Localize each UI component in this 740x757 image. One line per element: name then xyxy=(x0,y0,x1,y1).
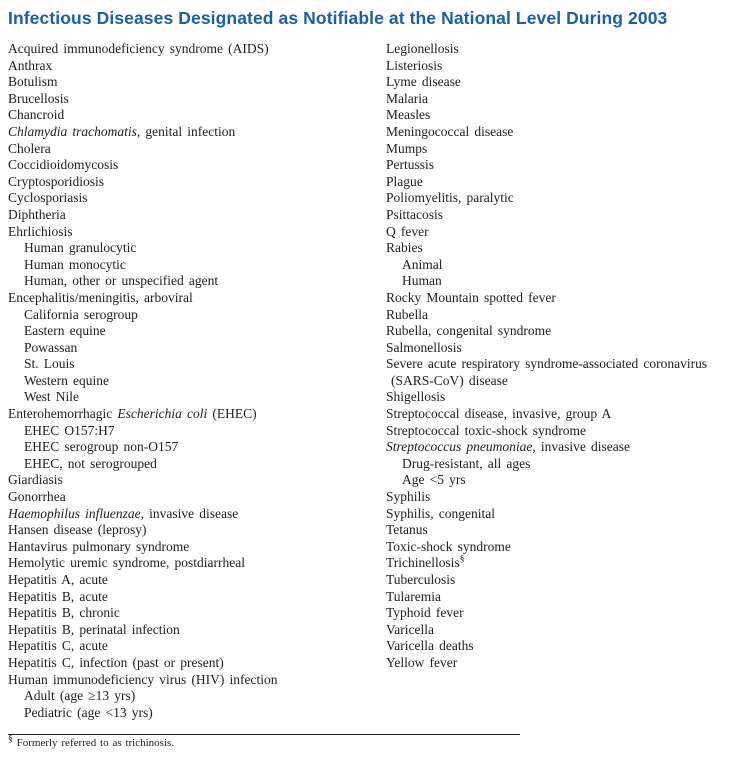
list-item: Hepatitis C, acute xyxy=(8,638,108,654)
list-item: Pediatric (age <13 yrs) xyxy=(24,704,153,720)
list-item: Hantavirus pulmonary syndrome xyxy=(8,538,190,554)
list-item: Toxic-shock syndrome xyxy=(386,538,511,554)
list-item: St. Louis xyxy=(24,356,75,372)
list-item: Human xyxy=(402,273,442,289)
list-item: EHEC O157:H7 xyxy=(24,422,115,438)
list-item: Severe acute respiratory syndrome-associated coronavirus xyxy=(386,356,708,372)
list-item: Encephalitis/meningitis, arboviral xyxy=(8,289,193,305)
list-item: Pertussis xyxy=(386,157,435,173)
list-item: Anthrax xyxy=(8,57,53,73)
list-item: Cholera xyxy=(8,140,51,156)
list-item: Gonorrhea xyxy=(8,489,66,505)
list-item: Streptococcal disease, invasive, group A xyxy=(386,406,612,422)
disease-list xyxy=(8,41,740,721)
list-item: Poliomyelitis, paralytic xyxy=(386,190,514,206)
list-item: Psittacosis xyxy=(386,206,444,222)
list-item: Human monocytic xyxy=(24,256,126,272)
list-item: Haemophilus influenzae, invasive disease xyxy=(8,505,239,521)
list-item: Lyme disease xyxy=(386,74,461,90)
list-item: Legionellosis xyxy=(386,41,459,56)
list-item: Cyclosporiasis xyxy=(8,190,88,206)
list-item: Meningococcal disease xyxy=(386,123,514,139)
list-item: Cryptosporidiosis xyxy=(8,173,105,189)
footnote-marker: § xyxy=(8,734,13,745)
list-item: Botulism xyxy=(8,74,58,90)
list-item: Rabies xyxy=(386,240,423,256)
list-item: Rocky Mountain spotted fever xyxy=(386,289,556,305)
list-item: Measles xyxy=(386,107,431,123)
list-item: Tetanus xyxy=(386,522,428,538)
list-item: Shigellosis xyxy=(386,389,446,405)
list-item: Drug-resistant, all ages xyxy=(402,455,531,471)
list-item: Human granulocytic xyxy=(24,240,137,256)
list-item: Hepatitis B, chronic xyxy=(8,605,120,621)
list-item: Human immunodeficiency virus (HIV) infection xyxy=(8,671,278,687)
list-item: Malaria xyxy=(386,90,428,106)
list-item: Chlamydia trachomatis, genital infection xyxy=(8,123,236,139)
list-item: Chancroid xyxy=(8,107,65,123)
list-item: Syphilis, congenital xyxy=(386,505,495,521)
list-item: Yellow fever xyxy=(386,654,458,670)
list-item: Tuberculosis xyxy=(386,572,456,587)
list-item: Hepatitis C, infection (past or present) xyxy=(8,654,224,670)
list-item: Animal xyxy=(402,256,443,272)
list-item: Hepatitis B, perinatal infection xyxy=(8,621,180,637)
list-item: Coccidioidomycosis xyxy=(8,157,119,173)
list-item: Hepatitis B, acute xyxy=(8,588,108,604)
list-item: Listeriosis xyxy=(386,57,443,73)
list-item: Varicella xyxy=(386,621,434,637)
list-item: Giardiasis xyxy=(8,472,63,488)
list-item: Hemolytic uremic syndrome, postdiarrheal xyxy=(8,555,245,571)
list-item: Human, other or unspecified agent xyxy=(24,273,219,289)
list-item: Western equine xyxy=(24,372,110,388)
list-item: Tularemia xyxy=(386,588,441,604)
list-item: California serogroup xyxy=(24,306,138,322)
list-item: (SARS-CoV) disease xyxy=(391,372,508,388)
page-title: Infectious Diseases Designated as Notifiable at the National Level During 2003 xyxy=(8,8,668,28)
list-item: Diphtheria xyxy=(8,206,66,222)
list-item: Typhoid fever xyxy=(386,605,464,621)
list-item: Rubella, congenital syndrome xyxy=(386,323,552,339)
list-item: Eastern equine xyxy=(24,323,106,339)
footnote xyxy=(8,734,740,750)
disease-list-left-column xyxy=(8,41,386,721)
list-item: West Nile xyxy=(24,389,80,405)
list-item: Streptococcus pneumoniae, invasive disease xyxy=(386,439,630,455)
disease-list-right-column xyxy=(386,41,732,672)
list-item: Streptococcal toxic-shock syndrome xyxy=(386,422,586,438)
list-item: Trichinellosis§ xyxy=(386,554,465,571)
list-item: Varicella deaths xyxy=(386,638,474,654)
list-item: Powassan xyxy=(24,339,78,355)
list-item: Adult (age ≥13 yrs) xyxy=(24,688,136,704)
list-item: Age <5 yrs xyxy=(402,472,466,488)
list-item: Brucellosis xyxy=(8,90,69,106)
list-item: Enterohemorrhagic Escherichia coli (EHEC) xyxy=(8,406,257,422)
list-item: Hansen disease (leprosy) xyxy=(8,522,147,538)
list-item: Salmonellosis xyxy=(386,339,462,355)
footnote-divider xyxy=(8,734,520,735)
list-item: Acquired immunodeficiency syndrome (AIDS) xyxy=(8,41,269,56)
footnote-text: Formerly referred to as trichinosis. xyxy=(16,737,175,750)
list-item: Hepatitis A, acute xyxy=(8,572,108,587)
list-item: Rubella xyxy=(386,306,428,322)
list-item: Syphilis xyxy=(386,489,431,505)
list-item: Ehrlichiosis xyxy=(8,223,73,239)
list-item: Q fever xyxy=(386,223,429,239)
list-item: EHEC serogroup non-O157 xyxy=(24,439,179,455)
list-item: Plague xyxy=(386,173,423,189)
list-item: Mumps xyxy=(386,140,428,156)
list-item: EHEC, not serogrouped xyxy=(24,455,157,471)
